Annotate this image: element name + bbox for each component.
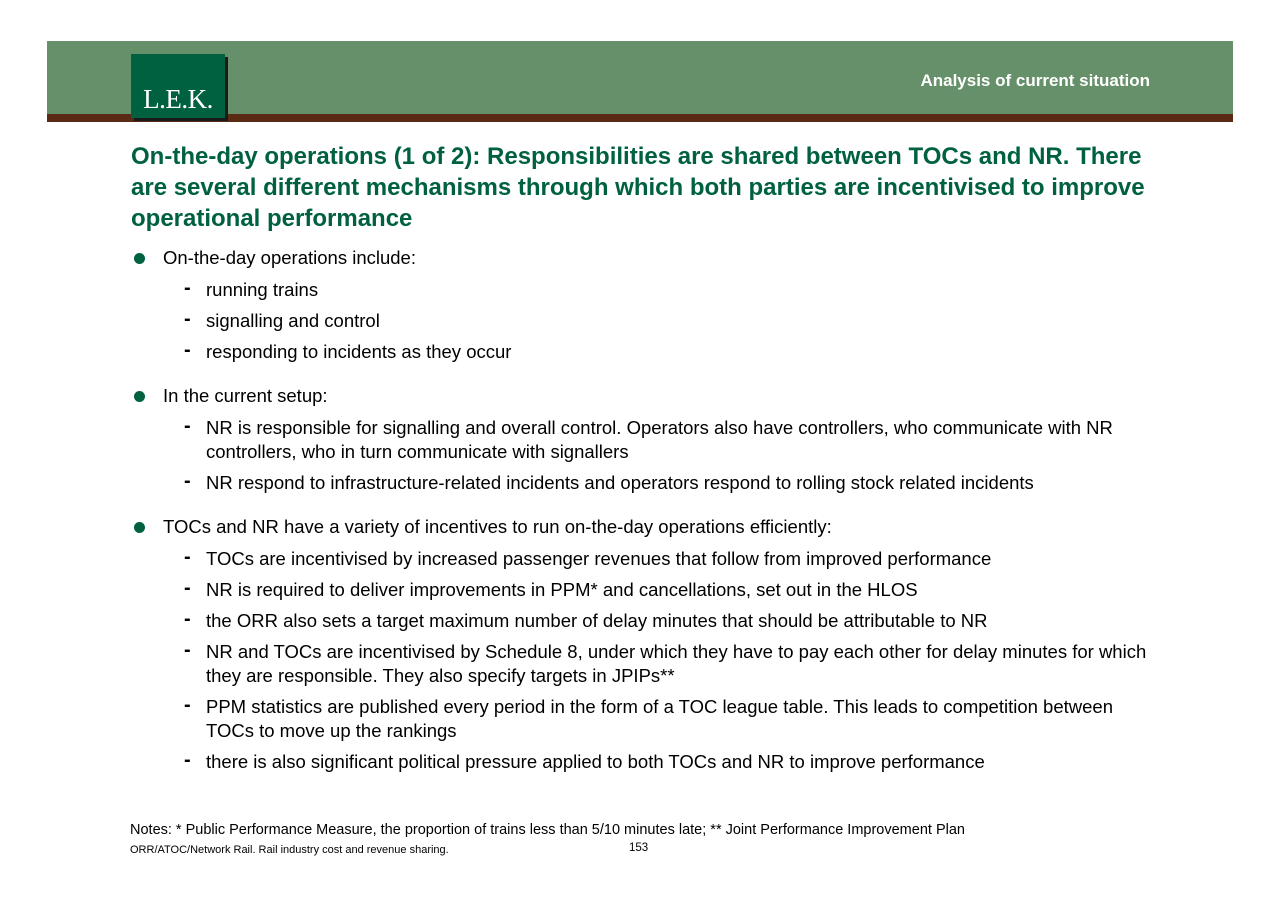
sub-item-text: there is also significant political pressure applied to both TOCs and NR to improve performance	[206, 751, 985, 772]
dash-icon: -	[184, 546, 191, 568]
bullet-text: In the current setup:	[163, 385, 328, 406]
dash-icon: -	[184, 277, 191, 299]
sub-item-text: the ORR also sets a target maximum number of delay minutes that should be attributable to NR	[206, 610, 988, 631]
sub-item-text: NR respond to infrastructure-related incidents and operators respond to rolling stock related incidents	[206, 472, 1034, 493]
bullet-dot-icon	[134, 391, 145, 402]
sub-item	[131, 578, 1161, 602]
sub-item	[131, 309, 1161, 333]
sub-item-text: NR is responsible for signalling and overall control. Operators also have controllers, who communicate with NR controllers, who in turn communicate with signallers	[206, 417, 1113, 462]
bullet-block	[131, 246, 1161, 364]
sub-item-text: responding to incidents as they occur	[206, 341, 512, 362]
sub-item-text: running trains	[206, 279, 319, 300]
sub-item	[131, 609, 1161, 633]
bullet-list	[131, 246, 1161, 794]
dash-icon: -	[184, 470, 191, 492]
sub-item	[131, 416, 1161, 464]
sub-item	[131, 471, 1161, 495]
dash-icon: -	[184, 577, 191, 599]
bullet-text: TOCs and NR have a variety of incentives to run on-the-day operations efficiently:	[163, 516, 832, 537]
bullet-dot-icon	[134, 522, 145, 533]
bullet-item	[131, 246, 1161, 270]
sub-item	[131, 547, 1161, 571]
sub-item-text: PPM statistics are published every period in the form of a TOC league table. This leads to competition between TOCs to move up the rankings	[206, 696, 1113, 741]
bullet-block	[131, 384, 1161, 495]
dash-icon: -	[184, 639, 191, 661]
sub-item	[131, 278, 1161, 302]
bullet-block	[131, 515, 1161, 774]
sub-item	[131, 695, 1161, 743]
lek-logo	[131, 54, 225, 118]
sub-item-text: NR and TOCs are incentivised by Schedule 8, under which they have to pay each other for delay minutes for which they are responsible. They also specify targets in JPIPs**	[206, 641, 1147, 686]
sub-item-text: NR is required to deliver improvements in PPM* and cancellations, set out in the HLOS	[206, 579, 918, 600]
dash-icon: -	[184, 339, 191, 361]
sub-item-text: TOCs are incentivised by increased passenger revenues that follow from improved performance	[206, 548, 992, 569]
bullet-item	[131, 384, 1161, 408]
sub-item	[131, 640, 1161, 688]
dash-icon: -	[184, 694, 191, 716]
dash-icon: -	[184, 308, 191, 330]
source-line: ORR/ATOC/Network Rail. Rail industry cost and revenue sharing.	[130, 844, 449, 856]
sub-item-text: signalling and control	[206, 310, 380, 331]
bullet-item	[131, 515, 1161, 539]
logo-text: L.E.K.	[143, 84, 213, 114]
bullet-text: On-the-day operations include:	[163, 247, 416, 268]
slide-title: On-the-day operations (1 of 2): Responsibilities are shared between TOCs and NR. There are several different mechanisms through which both parties are incentivised to improve operational performance	[131, 143, 1145, 232]
section-label: Analysis of current situation	[920, 71, 1150, 90]
sub-item	[131, 340, 1161, 364]
dash-icon: -	[184, 749, 191, 771]
page-number: 153	[629, 842, 649, 854]
sub-item	[131, 750, 1161, 774]
dash-icon: -	[184, 608, 191, 630]
footnotes: Notes: * Public Performance Measure, the proportion of trains less than 5/10 minutes late; ** Joint Performance Improvement Plan	[130, 822, 965, 838]
bullet-dot-icon	[134, 253, 145, 264]
dash-icon: -	[184, 415, 191, 437]
